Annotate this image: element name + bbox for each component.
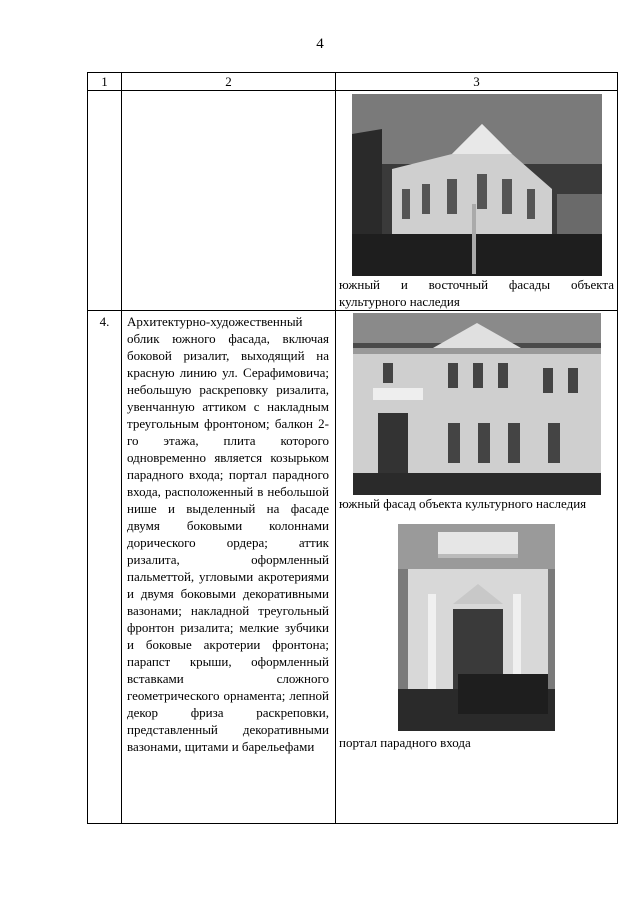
column-header-1: 1 (88, 73, 122, 91)
row-number-cell (88, 91, 122, 311)
table-header-row (88, 73, 618, 91)
row-photo-cell (336, 311, 618, 824)
heritage-table (87, 72, 618, 824)
row-description-cell: Архитектурно-художественный облик южного фасада, включая боковой ризалит, выходящий на красную линию ул. Серафимовича; небольшую раскреповку ризалита, увенчанную аттиком с накладным треугольным фронтоном; балкон 2-го этажа, плита которого одновременно является козырьком парадного входа; портал парадного входа, расположенный в небольшой нише и выделенный на фасаде двумя боковыми колоннами дорического ордера; аттик ризалита, оформленный пальметтой, угловыми акротериями и двумя боковыми декоративными вазонами; накладной треугольный фронтон ризалита; мелкие зубчики и боковые акротерии фронтона; парапст крыши, оформленный вставками сложного геометрического орнамента; лепной декор фриза раскреповки, представленный декоративными вазонами, щитами и барельефами (122, 311, 336, 824)
building-photo-portal (398, 524, 555, 731)
building-photo-south-facade (353, 313, 601, 495)
row-photo-cell (336, 91, 618, 311)
row-number-cell: 4. (88, 311, 122, 824)
row-description-cell (122, 91, 336, 311)
photo-caption: южный фасад объекта культурного наследия (339, 496, 587, 511)
page-number: 4 (316, 36, 324, 52)
column-header-3: 3 (336, 73, 618, 91)
column-header-2: 2 (122, 73, 336, 91)
building-photo-south-east-facade (352, 94, 602, 276)
photo-caption: портал парадного входа (339, 735, 471, 750)
table-row (88, 311, 618, 824)
photo-caption: южный и восточный фасады объекта культурного наследия (339, 277, 614, 309)
table-row (88, 91, 618, 311)
